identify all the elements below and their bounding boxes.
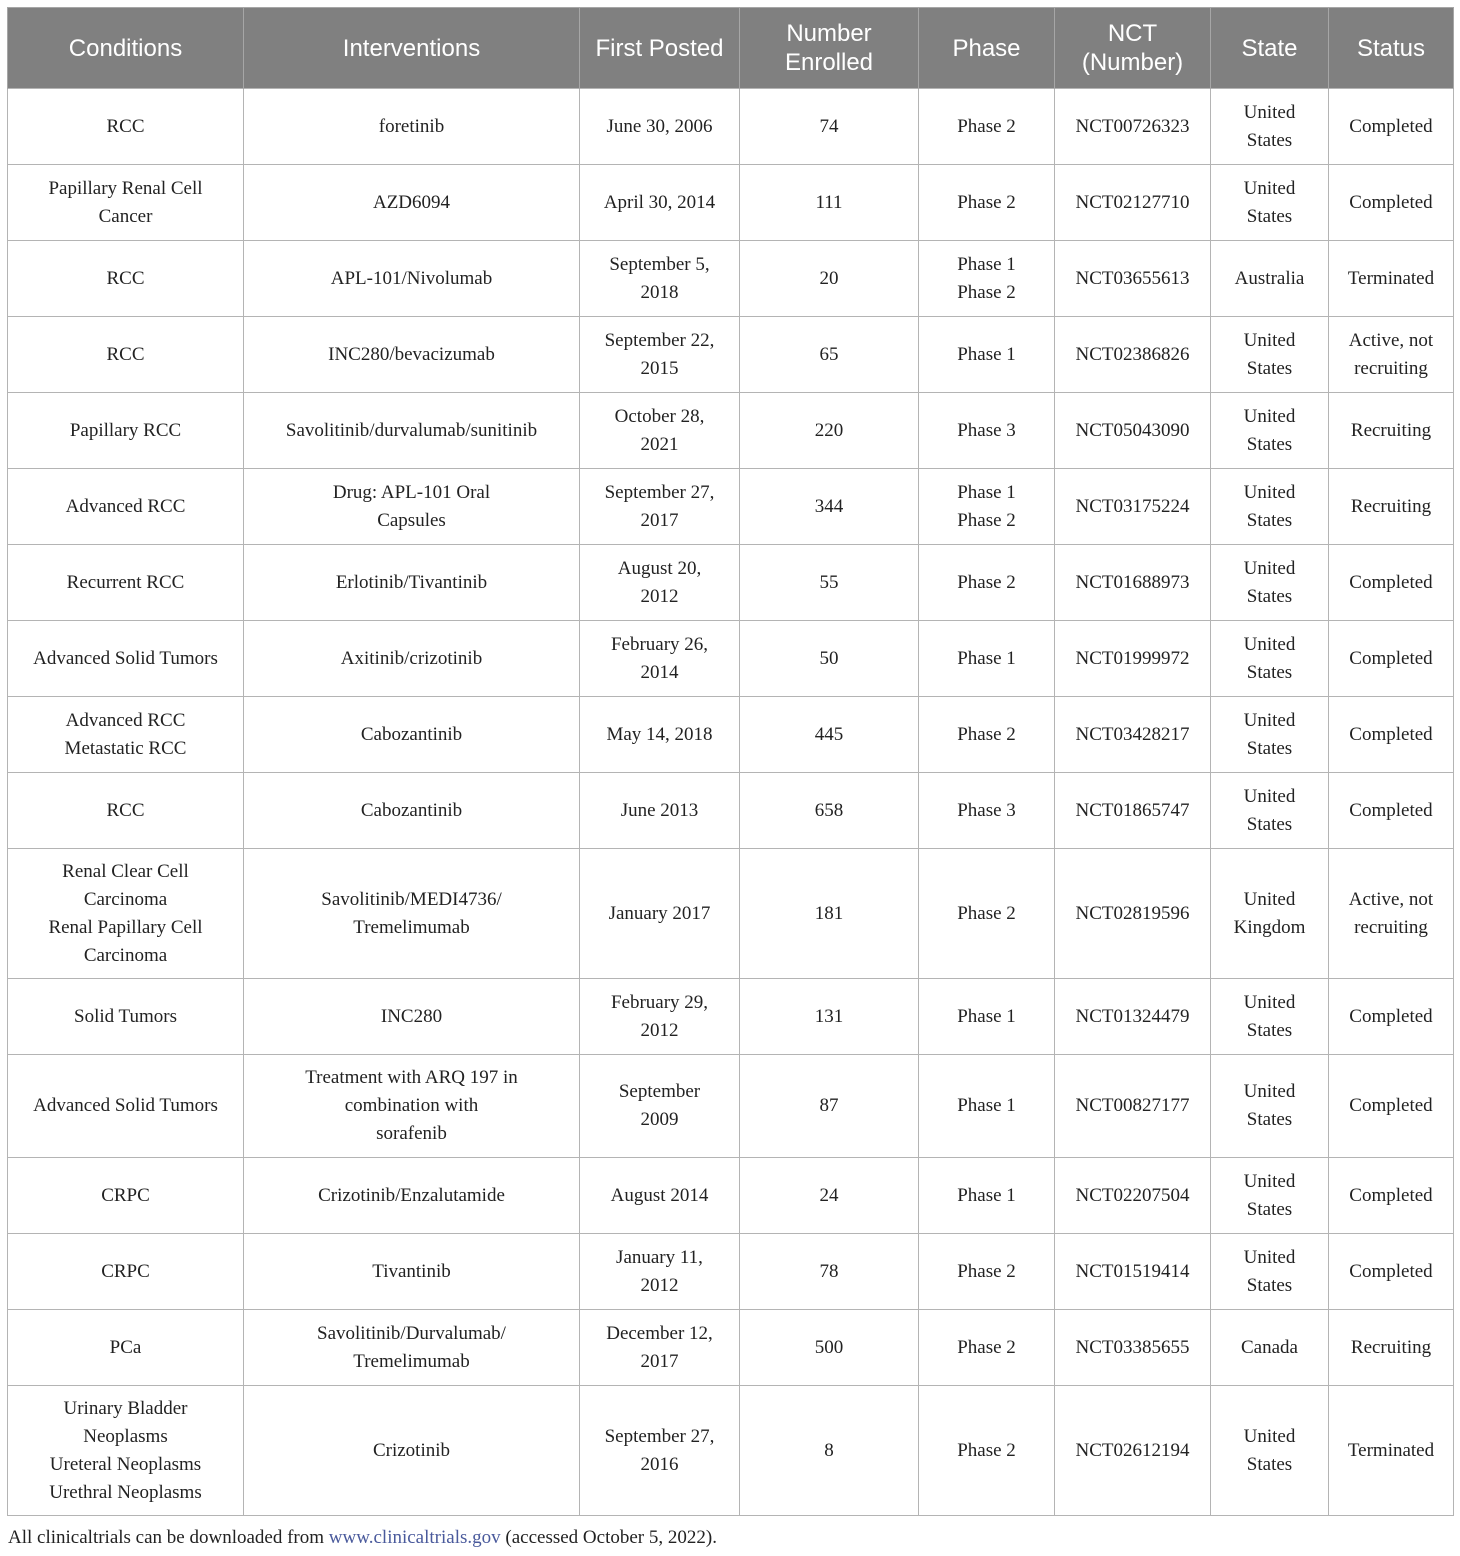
cell-phase: Phase 2 [919,545,1055,621]
cell-nct-number: NCT02127710 [1055,165,1211,241]
cell-conditions: Advanced RCC Metastatic RCC [8,697,244,773]
cell-phase: Phase 2 [919,697,1055,773]
cell-nct-number: NCT01999972 [1055,621,1211,697]
cell-nct-number: NCT01324479 [1055,979,1211,1055]
table-row [8,469,1454,545]
cell-status: Recruiting [1329,1310,1454,1386]
cell-phase: Phase 2 [919,1386,1055,1516]
cell-number-enrolled: 445 [740,697,919,773]
cell-interventions: foretinib [244,89,580,165]
header-status: Status [1329,8,1454,89]
cell-nct-number: NCT01688973 [1055,545,1211,621]
cell-conditions: RCC [8,89,244,165]
cell-number-enrolled: 87 [740,1055,919,1158]
cell-status: Completed [1329,1234,1454,1310]
table-row [8,773,1454,849]
cell-number-enrolled: 658 [740,773,919,849]
cell-phase: Phase 2 [919,1310,1055,1386]
cell-interventions: INC280 [244,979,580,1055]
cell-state: United States [1211,545,1329,621]
cell-state: Canada [1211,1310,1329,1386]
table-row [8,545,1454,621]
cell-interventions: Treatment with ARQ 197 in combination with sorafenib [244,1055,580,1158]
cell-status: Terminated [1329,1386,1454,1516]
cell-number-enrolled: 24 [740,1158,919,1234]
table-row [8,621,1454,697]
cell-state: United States [1211,1055,1329,1158]
cell-status: Completed [1329,545,1454,621]
cell-first-posted: September 27, 2017 [580,469,740,545]
header-state: State [1211,8,1329,89]
cell-conditions: Solid Tumors [8,979,244,1055]
header-nct-number: NCT (Number) [1055,8,1211,89]
cell-conditions: RCC [8,773,244,849]
table-row [8,1055,1454,1158]
cell-nct-number: NCT03655613 [1055,241,1211,317]
cell-status: Completed [1329,89,1454,165]
cell-conditions: Urinary Bladder Neoplasms Ureteral Neoplasms Urethral Neoplasms [8,1386,244,1516]
cell-first-posted: December 12, 2017 [580,1310,740,1386]
cell-interventions: APL-101/Nivolumab [244,241,580,317]
cell-nct-number: NCT02612194 [1055,1386,1211,1516]
cell-status: Completed [1329,1158,1454,1234]
footnote-suffix: (accessed October 5, 2022). [500,1527,717,1548]
cell-state: United States [1211,697,1329,773]
cell-conditions: Renal Clear Cell Carcinoma Renal Papillary Cell Carcinoma [8,849,244,979]
table-header [8,8,1454,89]
cell-interventions: Drug: APL-101 Oral Capsules [244,469,580,545]
cell-nct-number: NCT03175224 [1055,469,1211,545]
cell-status: Recruiting [1329,393,1454,469]
table-row [8,317,1454,393]
cell-conditions: PCa [8,1310,244,1386]
table-row [8,979,1454,1055]
header-interventions: Interventions [244,8,580,89]
cell-state: United States [1211,621,1329,697]
cell-number-enrolled: 111 [740,165,919,241]
cell-conditions: RCC [8,241,244,317]
cell-phase: Phase 1 [919,317,1055,393]
cell-number-enrolled: 181 [740,849,919,979]
cell-status: Completed [1329,165,1454,241]
header-number-enrolled: Number Enrolled [740,8,919,89]
cell-conditions: Papillary Renal Cell Cancer [8,165,244,241]
cell-interventions: Savolitinib/durvalumab/sunitinib [244,393,580,469]
cell-status: Active, not recruiting [1329,317,1454,393]
cell-status: Recruiting [1329,469,1454,545]
clinicaltrials-link[interactable]: www.clinicaltrials.gov [328,1527,501,1548]
table-row [8,241,1454,317]
header-conditions: Conditions [8,8,244,89]
cell-state: United States [1211,165,1329,241]
table-row [8,89,1454,165]
cell-interventions: Crizotinib [244,1386,580,1516]
cell-first-posted: April 30, 2014 [580,165,740,241]
cell-nct-number: NCT00726323 [1055,89,1211,165]
cell-first-posted: September 22, 2015 [580,317,740,393]
cell-first-posted: August 2014 [580,1158,740,1234]
cell-first-posted: September 5, 2018 [580,241,740,317]
cell-status: Completed [1329,1055,1454,1158]
cell-first-posted: February 29, 2012 [580,979,740,1055]
header-first-posted: First Posted [580,8,740,89]
cell-interventions: Tivantinib [244,1234,580,1310]
cell-number-enrolled: 220 [740,393,919,469]
cell-nct-number: NCT05043090 [1055,393,1211,469]
table-row [8,1158,1454,1234]
cell-state: United Kingdom [1211,849,1329,979]
footnote-prefix: All clinicaltrials can be downloaded from [8,1527,329,1548]
table-body [8,89,1454,1516]
cell-phase: Phase 1 [919,1158,1055,1234]
cell-first-posted: May 14, 2018 [580,697,740,773]
cell-first-posted: February 26, 2014 [580,621,740,697]
cell-phase: Phase 1 Phase 2 [919,469,1055,545]
cell-number-enrolled: 131 [740,979,919,1055]
cell-first-posted: January 11, 2012 [580,1234,740,1310]
cell-state: United States [1211,393,1329,469]
cell-nct-number: NCT03428217 [1055,697,1211,773]
cell-phase: Phase 1 [919,979,1055,1055]
cell-state: United States [1211,1158,1329,1234]
cell-state: United States [1211,1234,1329,1310]
table-row [8,1310,1454,1386]
table-row [8,849,1454,979]
cell-status: Completed [1329,979,1454,1055]
cell-state: United States [1211,773,1329,849]
cell-first-posted: September 27, 2016 [580,1386,740,1516]
table-row [8,697,1454,773]
cell-conditions: Advanced Solid Tumors [8,621,244,697]
header-phase: Phase [919,8,1055,89]
cell-nct-number: NCT03385655 [1055,1310,1211,1386]
cell-interventions: Crizotinib/Enzalutamide [244,1158,580,1234]
clinical-trials-table [7,7,1454,1516]
cell-first-posted: August 20, 2012 [580,545,740,621]
cell-interventions: AZD6094 [244,165,580,241]
cell-number-enrolled: 8 [740,1386,919,1516]
cell-status: Active, not recruiting [1329,849,1454,979]
cell-phase: Phase 1 [919,1055,1055,1158]
cell-interventions: INC280/bevacizumab [244,317,580,393]
cell-conditions: CRPC [8,1234,244,1310]
cell-conditions: Recurrent RCC [8,545,244,621]
cell-nct-number: NCT01519414 [1055,1234,1211,1310]
cell-status: Completed [1329,773,1454,849]
cell-status: Completed [1329,621,1454,697]
cell-conditions: Advanced Solid Tumors [8,1055,244,1158]
cell-state: United States [1211,1386,1329,1516]
cell-state: United States [1211,317,1329,393]
cell-first-posted: September 2009 [580,1055,740,1158]
cell-nct-number: NCT00827177 [1055,1055,1211,1158]
footnote [8,1525,717,1551]
cell-conditions: Papillary RCC [8,393,244,469]
cell-number-enrolled: 65 [740,317,919,393]
cell-phase: Phase 2 [919,1234,1055,1310]
cell-first-posted: January 2017 [580,849,740,979]
cell-status: Completed [1329,697,1454,773]
clinical-trials-table-container [7,7,1453,1516]
cell-first-posted: June 2013 [580,773,740,849]
cell-conditions: RCC [8,317,244,393]
cell-nct-number: NCT02386826 [1055,317,1211,393]
cell-number-enrolled: 78 [740,1234,919,1310]
table-row [8,165,1454,241]
cell-interventions: Axitinib/crizotinib [244,621,580,697]
cell-nct-number: NCT01865747 [1055,773,1211,849]
cell-interventions: Savolitinib/MEDI4736/ Tremelimumab [244,849,580,979]
cell-state: United States [1211,469,1329,545]
cell-nct-number: NCT02207504 [1055,1158,1211,1234]
cell-number-enrolled: 50 [740,621,919,697]
cell-interventions: Savolitinib/Durvalumab/ Tremelimumab [244,1310,580,1386]
cell-phase: Phase 1 Phase 2 [919,241,1055,317]
cell-phase: Phase 1 [919,621,1055,697]
cell-state: United States [1211,89,1329,165]
cell-number-enrolled: 74 [740,89,919,165]
cell-first-posted: October 28, 2021 [580,393,740,469]
cell-phase: Phase 2 [919,849,1055,979]
cell-state: United States [1211,979,1329,1055]
cell-nct-number: NCT02819596 [1055,849,1211,979]
cell-number-enrolled: 20 [740,241,919,317]
cell-status: Terminated [1329,241,1454,317]
cell-interventions: Erlotinib/Tivantinib [244,545,580,621]
cell-state: Australia [1211,241,1329,317]
cell-phase: Phase 2 [919,89,1055,165]
cell-conditions: Advanced RCC [8,469,244,545]
cell-interventions: Cabozantinib [244,773,580,849]
table-row [8,1234,1454,1310]
cell-number-enrolled: 55 [740,545,919,621]
cell-number-enrolled: 500 [740,1310,919,1386]
cell-first-posted: June 30, 2006 [580,89,740,165]
cell-conditions: CRPC [8,1158,244,1234]
cell-number-enrolled: 344 [740,469,919,545]
header-row [8,8,1454,89]
table-row [8,393,1454,469]
cell-phase: Phase 3 [919,393,1055,469]
cell-phase: Phase 2 [919,165,1055,241]
cell-interventions: Cabozantinib [244,697,580,773]
cell-phase: Phase 3 [919,773,1055,849]
table-row [8,1386,1454,1516]
